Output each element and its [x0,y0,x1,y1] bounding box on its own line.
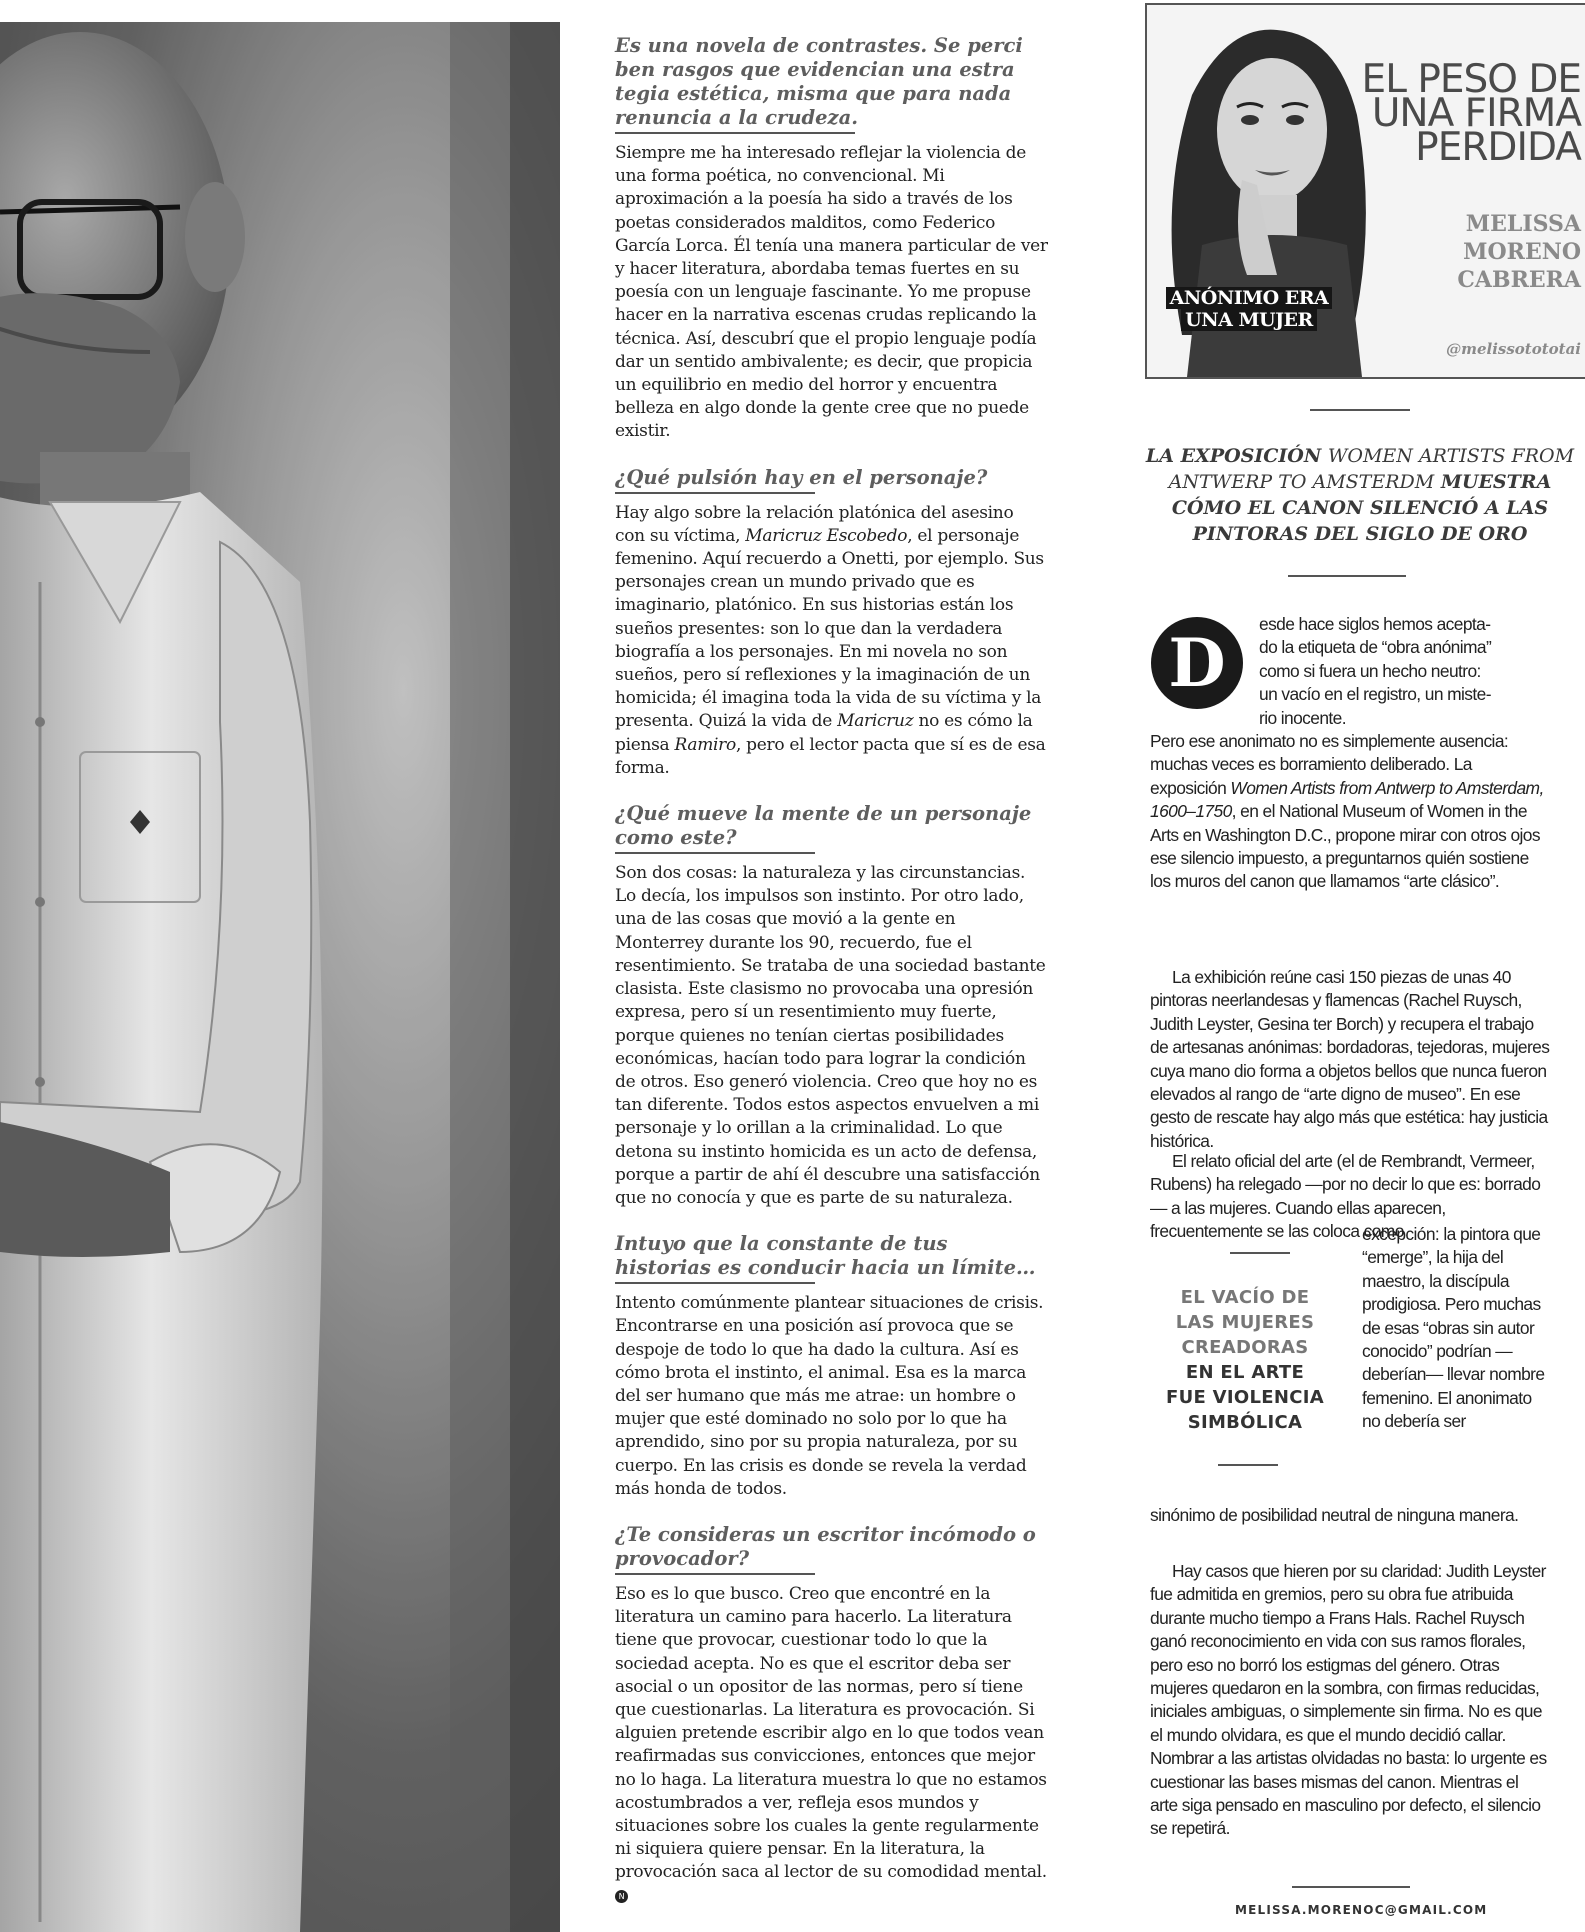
deck-exhibition-name: WOMEN ARTISTS FROM ANTWERP TO AMSTERDM [1168,445,1575,493]
exhibition-title: Women Artists from Antwerp to Amsterdam, 1600–1750 [1150,777,1544,822]
question: Intuyo que la constante de tus historias es conducir hacia un límite… [615,1232,1036,1280]
pull-line: FUE VIOLENCIA [1166,1387,1324,1408]
author-handle: @melissotototai [1446,340,1581,358]
intro-line: como si fuera un hecho neutro: [1259,660,1481,681]
author-name [1361,210,1581,294]
intro-line: do la etiqueta de “obra anónima” [1259,637,1492,658]
question: ¿Qué pulsión hay en el personaje? [615,465,988,489]
tag-line: UNA MUJER [1181,309,1317,331]
title-line: PERDIDA [1415,125,1581,170]
question-rule [615,852,815,854]
column-intro [1259,613,1564,730]
column-paragraph: El relato oficial del arte (el de Rembrandt, Vermeer, Rubens) ha relegado —por no decir lo que es: borrado— a las mujeres. Cuando ellas aparecen, frecuentemente se las coloca como [1150,1151,1541,1242]
question-rule [615,132,855,134]
dropcap-letter: D [1168,624,1226,702]
answer-part: Hay algo sobre la relación platónica del asesino con su víctima, [615,502,1014,546]
answer-part: , el personaje femenino. Aquí recuerdo a Onetti, por ejemplo. Sus personajes crean un mundo privado que es imaginario, platónico. En sus historias están los sueños presentes: son lo que dan la verdadera biografía a los personajes. En mi novela no son sueños, pero sí reflexiones y la imaginación de un homicida; él imagina toda la vida de su víctima y la presenta. Quizá la vida de [615,525,1044,732]
answer-part: , pero el lector pacta que sí es de esa forma. [615,734,1046,778]
column-paragraph: excepción: la pintora que “emerge”, la hija del maestro, la discípula prodigiosa. Pero muchas de esas “obras sin autor conocido” podrían —deberían— llevar nombre femenino. El anonimato no debería ser [1362,1224,1545,1432]
column-header [1145,3,1585,379]
pull-line: LAS MUJERES [1175,1312,1315,1333]
column-deck [1140,443,1580,547]
answer-text: Intento comúnmente plantear situaciones de crisis. Encontrarse en una posición así provoca que se despoje de todo lo que ha dado la cultura. Así es cómo brota el instinto, el animal. Esa es la marca del ser humano que más me atrae: un hombre o mujer que esté dominado no solo por lo que ha aprendido, sino por su propia naturaleza, por su cuerpo. En las crisis es donde se revela la verdad más honda de todos. [615,1293,1044,1499]
pull-line: EN EL ARTE [1185,1362,1305,1383]
lead-line: renuncia a la crudeza. [615,106,859,129]
lead-line: ben rasgos que evidencian una estra [615,58,1015,81]
deck-part: LA EXPOSICIÓN [1145,445,1328,467]
pull-rule-bottom [1218,1464,1278,1466]
pull-rule-top [1230,1252,1290,1254]
title-line: UNA FIRMA [1371,91,1581,136]
intro-line: un vacío en el registro, un miste- [1259,684,1491,705]
column-paragraph: La exhibición reúne casi 150 piezas de unas 40 pintoras neerlandesas y flamencas (Rachel Ruysch, Judith Leyster, Gesina ter Borch) y recupera el trabajo de artesanas anónimas: bordadoras, tejedoras, mujeres cuya mano dio forma a objetos bellos que nunca fueron elevados al rango de “arte digno de museo”. En ese gesto de rescate hay algo más que estética: hay justicia histórica. [1150,967,1550,1151]
character-name: Maricruz Escobedo [745,525,908,546]
author-line: MORENO [1463,239,1581,265]
lead-line: Es una novela de contrastes. Se perci [615,34,1023,57]
answer-text [615,1583,1048,1908]
answer-part: no es cómo la piensa [615,711,1033,755]
author-email: MELISSA.MORENOC@GMAIL.COM [1235,1903,1488,1917]
character-name: Maricruz [837,711,914,732]
dropcap [1151,617,1243,709]
author-line: MELISSA [1465,211,1581,237]
deck-rule-bottom [1288,575,1406,577]
paragraph-part: , en el National Museum of Women in the Arts en Washington D.C., propone mirar con otros ojos ese silencio impuesto, a preguntarnos quién sostiene los muros del canon que llamamos “arte clásico”. [1150,801,1540,892]
pull-line: CREADORAS [1181,1337,1309,1358]
question-rule [615,1282,815,1284]
answer-text: Son dos cosas: la naturaleza y las circunstancias. Lo decía, los impulsos son instinto. Por otro lado, una de las cosas que movió a la gente en Monterrey durante los 90, recuerdo, fue el resentimiento. Se trataba de una sociedad bastante clasista. Este clasismo no provocaba una opresión expresa, pero sí un resentimiento muy fuerte, porque quienes no tenían ciertas posibilidades económicas, hacían todo para lograr la condición de otros. Eso generó violencia. Creo que hoy no es tan diferente. Todos estos aspectos envuelven a mi personaje y lo orillan a la criminalidad. Lo que detona su instinto homicida es un acto de defensa, porque a partir de ahí él descubre una satisfacción que no conocía y que es parte de su naturaleza. [615,863,1046,1208]
pull-line: EL VACÍO DE [1180,1287,1310,1308]
column-paragraph [1150,730,1550,894]
column-paragraph: Hay casos que hieren por su claridad: Judith Leyster fue admitida en gremios, pero su obra fue atribuida durante mucho tiempo a Frans Hals. Rachel Ruysch ganó reconocimiento en vida con sus ramos florales, pero eso no borró los estigmas del género. Otras mujeres quedaron en la sombra, con firmas reducidas, iniciales ambiguas, o simplemente sin firma. No es que el mundo olvidara, es que el mundo decidió callar. Nombrar a las artistas olvidadas no basta: lo urgente es cuestionar las bases mismas del canon. Mientras el arte siga pensado en masculino por defecto, el silencio se repetirá. [1150,1561,1547,1839]
character-name: Ramiro [674,734,736,755]
question: ¿Te consideras un escritor incómodo o provocador? [615,1522,1036,1570]
title-line: EL PESO DE [1361,57,1581,102]
answer-text [615,502,1048,780]
question-rule [615,1573,815,1575]
deck-rule-top [1310,409,1410,411]
intro-line: esde hace siglos hemos acepta- [1259,614,1491,634]
question-rule [615,492,815,494]
lead-line: tegia estética, misma que para nada [615,82,1012,105]
answer-part: Eso es lo que busco. Creo que encontré en la literatura un camino para hacerlo. La literatura tiene que provocar, cuestionar todo lo que la sociedad acepta. No es que el escritor deba ser asocial o un opositor de las normas, pero sí tiene que cuestionarlas. La literatura es provocación. Si alguien pretende escribir algo en lo que todos vean reafirmadas sus convicciones, entonces que mejor no lo haga. La literatura muestra lo que no estamos acostumbrados a ver, refleja esos mundos y situaciones sobre los cuales la gente regularmente ni siquiera quiere pensar. En la literatura, la provocación saca al lector de su comodidad mental. [615,1583,1047,1883]
intro-line: rio inocente. [1259,707,1346,728]
deck-part: MUESTRA CÓMO EL CANON SILENCIÓ A LAS PINTORAS DEL SIGLO DE ORO [1171,471,1552,545]
author-line: CABRERA [1457,267,1581,293]
interview-column [615,34,1048,1908]
end-mark-icon: N [615,1890,628,1903]
column-title [1341,57,1581,170]
portrait-photo-icon [0,22,560,1932]
paragraph-part: Pero ese anonimato no es simplemente ausencia: muchas veces es borramiento deliberado. La exposición [1150,731,1509,798]
column-tag [1155,287,1343,331]
pull-quote [1155,1285,1335,1435]
tag-line: ANÓNIMO ERA [1166,287,1333,309]
column-paragraph: sinónimo de posibilidad neutral de ninguna manera. [1150,1505,1519,1525]
question: ¿Qué mueve la mente de un personaje como este? [615,802,1032,850]
lead-question [615,34,1048,130]
pull-line: SIMBÓLICA [1187,1412,1303,1433]
portrait-photo [0,22,560,1932]
email-rule [1292,1886,1410,1888]
answer-text: Siempre me ha interesado reflejar la violencia de una forma poética, no convencional. Mi aproximación a la poesía ha sido a través de los poetas considerados malditos, como Federico García Lorca. Él tenía una manera particular de ver y hacer literatura, abordaba temas fuertes en su poesía con un lenguaje fascinante. Yo me propuse hacer en la narrativa escenas crudas replicando la técnica. Así, descubrí que el propio lenguaje podía dar un sentido ambivalente; es decir, que propicia un equilibrio en medio del horror y encuentra belleza en algo donde la gente cree que no puede existir. [615,143,1048,442]
